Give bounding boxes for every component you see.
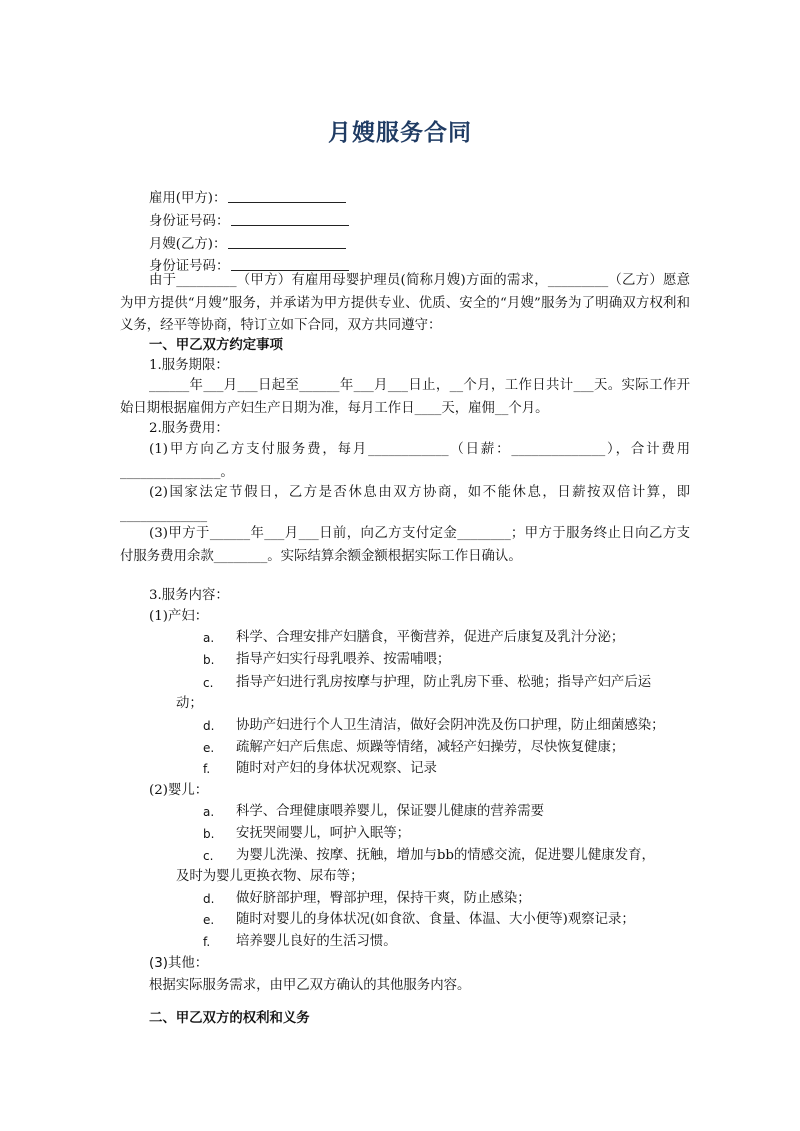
list-item: 科学、合理健康喂养婴儿，保证婴儿健康的营养需要 (236, 804, 544, 819)
fee-item-3: (3)甲方于______年___月___日前，向乙方支付定金________；甲方于服务终止日向乙方支付服务费用余款________。实际结算余额金额根据实际工作日确认。 (120, 526, 690, 564)
list-item: 疏解产妇产后焦虑、烦躁等情绪，减轻产妇操劳，尽快恢复健康； (236, 740, 625, 755)
party-a-line (149, 188, 346, 209)
service-content-heading: 3.服务内容： (149, 588, 229, 603)
list-marker: e. (203, 741, 215, 755)
fee-item-2: (2)国家法定节假日，乙方是否休息由双方协商，如不能休息，日薪按双倍计算，即 _____________ (120, 485, 690, 523)
party-label: 身份证号码： (149, 214, 230, 229)
list-item-continuation: 及时为婴儿更换衣物、尿布等； (176, 869, 364, 884)
party-b-line (149, 234, 346, 255)
list-item: 随时对产妇的身体状况观察、记录 (236, 761, 437, 776)
list-marker: f. (203, 935, 211, 949)
list-marker: f. (203, 762, 211, 776)
intro-paragraph: 由于_________（甲方）有雇用母婴护理员(简称月嫂)方面的需求，_________（乙方）愿意为甲方提供“月嫂”服务，并承诺为甲方提供专业、优质、安全的“月嫂”服务为了明确双方权利和义务，经平等协商，特订立如下合同，双方共同遵守： (120, 273, 690, 333)
other-text: 根据实际服务需求，由甲乙双方确认的其他服务内容。 (149, 978, 471, 993)
fee-item-1: (1)甲方向乙方支付服务费，每月____________（日薪：______________），合计费用_______________。 (120, 442, 690, 480)
list-item: 随时对婴儿的身体状况(如食欲、食量、体温、大小便等)观察记录； (236, 912, 635, 927)
list-item: 培养婴儿良好的生活习惯。 (236, 934, 397, 949)
list-item: 做好脐部护理，臀部护理，保持干爽，防止感染； (236, 891, 531, 906)
party-label: 雇用(甲方)： (149, 191, 227, 206)
list-item: 安抚哭闹婴儿，呵护入眠等； (236, 826, 411, 841)
party-a-id-line (149, 211, 349, 232)
list-item: 指导产妇进行乳房按摩与护理，防止乳房下垂、松驰；指导产妇产后运 (236, 675, 652, 690)
service-term-heading: 1.服务期限： (149, 358, 229, 373)
list-marker: d. (203, 719, 215, 733)
list-marker: b. (203, 827, 215, 841)
section1-heading: 一、甲乙双方约定事项 (149, 338, 283, 353)
list-item: 为婴儿洗澡、按摩、抚触，增加与bb的情感交流，促进婴儿健康发育， (236, 848, 655, 863)
list-item: 指导产妇实行母乳喂养、按需哺喂； (236, 652, 451, 667)
list-marker: d. (203, 892, 215, 906)
list-marker: c. (203, 676, 214, 690)
list-item: 科学、合理安排产妇膳食，平衡营养，促进产后康复及乳汁分泌； (236, 630, 625, 645)
contract-title: 月嫂服务合同 (328, 120, 472, 146)
blank-underline[interactable] (231, 256, 349, 271)
baby-heading: (2)婴儿： (149, 783, 209, 798)
blank-underline[interactable] (228, 188, 346, 203)
mother-heading: (1)产妇： (149, 609, 209, 624)
party-label: 月嫂(乙方)： (149, 237, 227, 252)
service-term-text: ______年___月___日起至______年___月___日止，__个月，工作日共计___天。实际工作开始日期根据雇佣方产妇生产日期为准，每月工作日____天，雇佣__个月。 (120, 378, 690, 416)
blank-underline[interactable] (231, 211, 349, 226)
list-item-continuation: 动； (176, 696, 203, 711)
other-heading: (3)其他： (149, 956, 209, 971)
section2-heading: 二、甲乙双方的权利和义务 (149, 1011, 310, 1026)
list-item: 协助产妇进行个人卫生清洁，做好会阴冲洗及伤口护理，防止细菌感染； (236, 718, 665, 733)
blank-underline[interactable] (228, 234, 346, 249)
list-marker: b. (203, 653, 215, 667)
party-label: 身份证号码： (149, 259, 230, 274)
list-marker: c. (203, 849, 214, 863)
list-marker: a. (203, 805, 215, 819)
list-marker: a. (203, 631, 215, 645)
list-marker: e. (203, 913, 215, 927)
service-fee-heading: 2.服务费用： (149, 421, 229, 436)
